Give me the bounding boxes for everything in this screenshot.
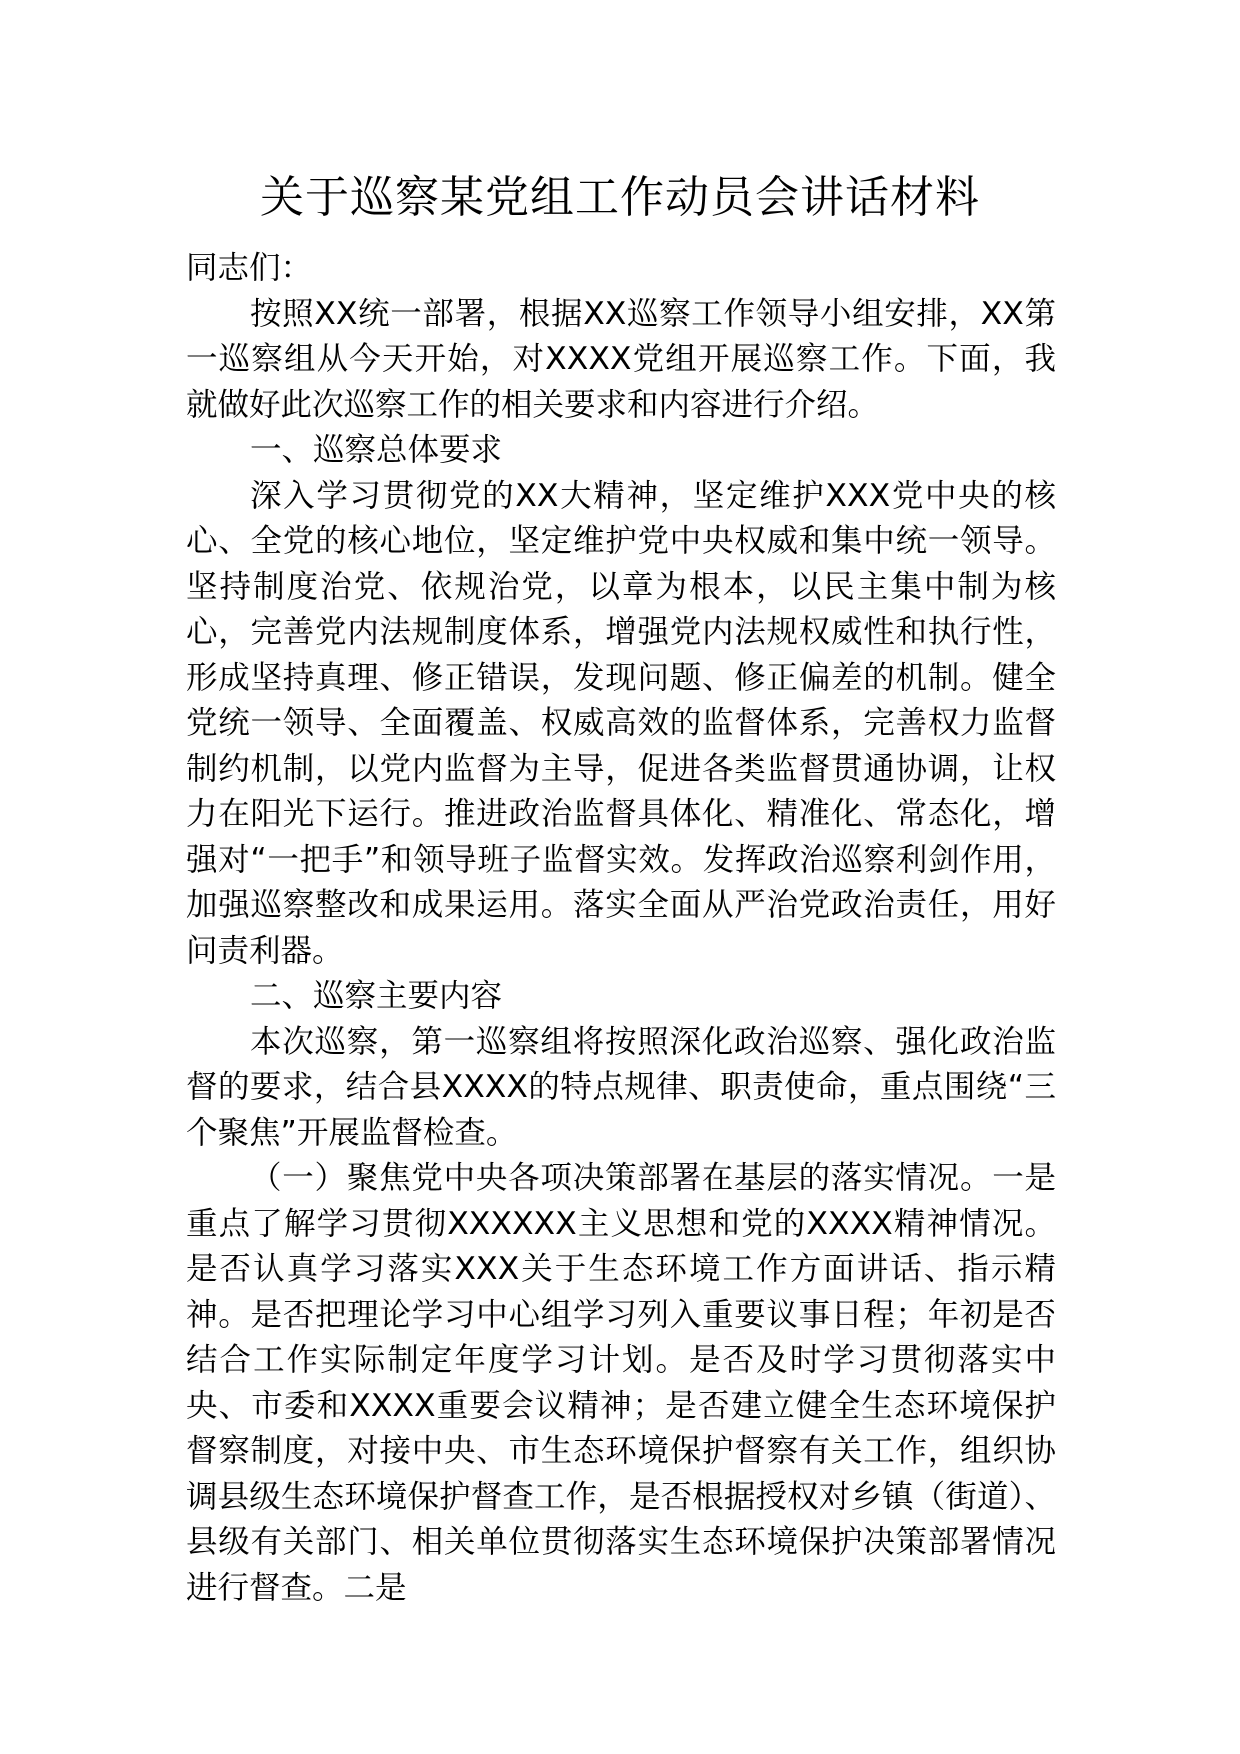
focus-one-paragraph: （一）聚焦党中央各项决策部署在基层的落实情况。一是重点了解学习贯彻XXXXXX主义思想和党的XXXX精神情况。是否认真学习落实XXX关于生态环境工作方面讲话、指示精神。是否把理论学习中心组学习列入重要议事日程；年初是否结合工作实际制定年度学习计划。是否及时学习贯彻落实中央、市委和XXXX重要会议精神；是否建立健全生态环境保护督察制度，对接中央、市生态环境保护督察有关工作，组织协调县级生态环境保护督查工作，是否根据授权对乡镇（街道）、县级有关部门、相关单位贯彻落实生态环境保护决策部署情况进行督查。二是 [186, 1160, 1056, 1606]
document-body [186, 246, 1056, 1611]
requirements-paragraph: 深入学习贯彻党的XX大精神，坚定维护XXX党中央的核心、全党的核心地位，坚定维护党中央权威和集中统一领导。坚持制度治党、依规治党，以章为根本，以民主集中制为核心，完善党内法规制度体系，增强党内法规权威性和执行性，形成坚持真理、修正错误，发现问题、修正偏差的机制。健全党统一领导、全面覆盖、权威高效的监督体系，完善权力监督制约机制，以党内监督为主导，促进各类监督贯通协调，让权力在阳光下运行。推进政治监督具体化、精准化、常态化，增强对“一把手”和领导班子监督实效。发挥政治巡察利剑作用，加强巡察整改和成果运用。落实全面从严治党政治责任，用好问责利器。 [186, 477, 1056, 969]
salutation-paragraph: 同志们： [186, 250, 313, 286]
intro-paragraph: 按照XX统一部署，根据XX巡察工作领导小组安排，XX第一巡察组从今天开始，对XXXX党组开展巡察工作。下面，我就做好此次巡察工作的相关要求和内容进行介绍。 [186, 295, 1056, 423]
document-title: 关于巡察某党组工作动员会讲话材料 [260, 172, 980, 223]
section-heading-2: 二、巡察主要内容 [250, 978, 503, 1014]
content-intro-paragraph: 本次巡察，第一巡察组将按照深化政治巡察、强化政治监督的要求，结合县XXXX的特点规律、职责使命，重点围绕“三个聚焦”开展监督检查。 [186, 1023, 1056, 1151]
section-heading-1: 一、巡察总体要求 [250, 432, 503, 468]
